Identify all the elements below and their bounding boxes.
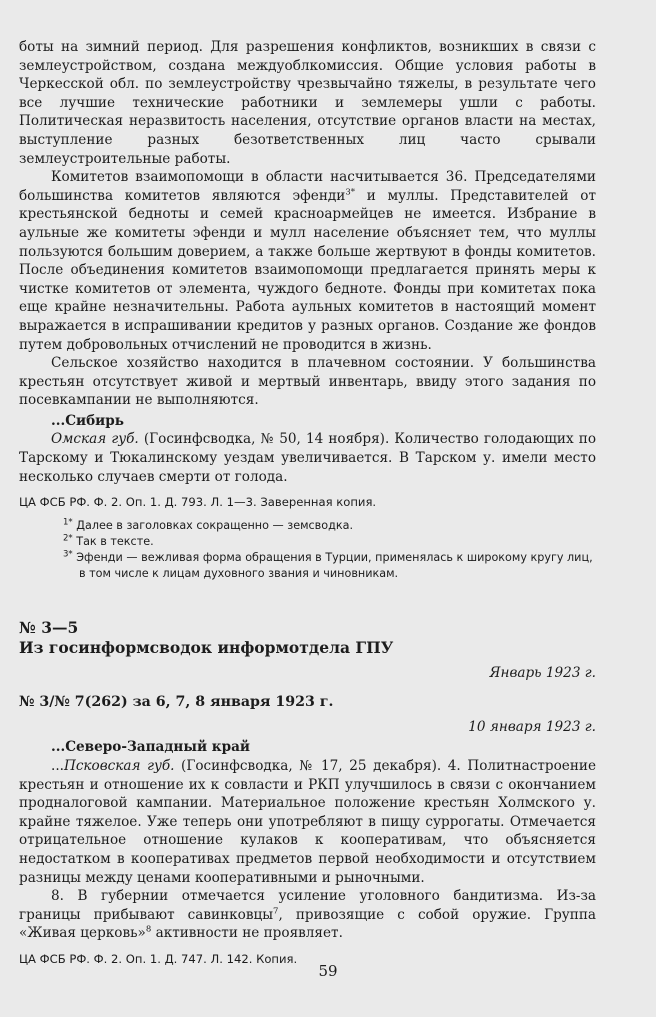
- paragraph-pskov: [19, 757, 596, 887]
- paragraph-agriculture: Сельское хозяйство находится в плачевном состоянии. У большинства крестьян отсутствует живой и мертвый инвентарь, ввиду этого задания по посевкампании не выполняются.: [19, 355, 596, 409]
- ellipsis: ...: [51, 758, 64, 775]
- paragraph-text: (Госинфсводка, № 17, 25 декабря). 4. Политнастроение крестьян и отношение их к совласти и РКП улучшилось в связи с окончанием продналоговой кампании. Материальное положение крестьян Холмского у. крайне тяжелое. Уже теперь они употребляют в пищу суррогаты. Отмечается отрицательное отношение кулаков к кооперативам, что объясняется недостатком в кооперативах предметов первой необходимости и отсутствием разницы между ценами кооперативными и рыночными.: [19, 758, 597, 886]
- section-heading-siberia: ...Сибирь: [51, 412, 124, 429]
- paragraph-text: , привозящие с собой оружие. Группа «Живая церковь»: [19, 906, 597, 942]
- footnote-ref: 7: [273, 906, 279, 917]
- archive-source: ЦА ФСБ РФ. Ф. 2. Оп. 1. Д. 793. Л. 1—3. Заверенная копия.: [19, 495, 377, 510]
- footnote-text: Так в тексте.: [76, 535, 154, 549]
- region-name: Псковская губ.: [63, 758, 175, 775]
- footnote-item: [63, 550, 596, 582]
- footnote-item: [63, 534, 596, 550]
- footnote-text: Далее в заголовках сокращенно — земсводка.: [76, 519, 354, 533]
- document-date: Январь 1923 г.: [489, 665, 596, 682]
- footnote-mark: 3*: [63, 549, 73, 560]
- footnote-ref: 8: [145, 924, 152, 935]
- archive-source: ЦА ФСБ РФ. Ф. 2. Оп. 1. Д. 747. Л. 142. Копия.: [19, 951, 298, 966]
- page-number: 59: [318, 962, 338, 980]
- footnote-item: [63, 518, 596, 534]
- subdocument-date: 10 января 1923 г.: [468, 718, 596, 735]
- paragraph-mutual-aid-committees: [19, 168, 596, 354]
- paragraph-text: 8. В губернии отмечается усиление уголовного бандитизма. Из-за границы прибывают савинковцы: [19, 888, 596, 923]
- paragraph-omsk: [19, 430, 596, 486]
- paragraph-text: активности не проявляет.: [151, 925, 343, 942]
- footnote-ref: 3*: [345, 187, 355, 198]
- section-heading-northwest: ...Северо-Западный край: [51, 739, 251, 756]
- footnote-text: Эфенди — вежливая форма обращения в Турции, применялась к широкому кругу лиц, в том числе к лицам духовного звания и чиновникам.: [76, 551, 593, 581]
- footnotes: [19, 518, 596, 582]
- footnote-mark: 1*: [63, 517, 73, 528]
- region-name: Омская губ.: [51, 431, 139, 448]
- document-number: № 3—5: [19, 618, 79, 638]
- paragraph-text: и муллы. Представителей от крестьянской бедноты и семей красноармейцев не имеется. Избрание в аульные же комитеты эфенди и мулл население объясняет тем, что муллы пользуются большим доверием, а также больше жертвуют в фонды комитетов. После объединения комитетов взаимопомощи предлагается принять меры к чистке комитетов от элемента, чуждого бедноте. Фонды при комитетах пока еще крайне незначительны. Работа аульных комитетов в настоящий момент выражается в испрашивании кредитов у разных органов. Создание же фондов путем добровольных отчислений не проводится в жизнь.: [19, 187, 596, 353]
- subdocument-title: № 3/№ 7(262) за 6, 7, 8 января 1923 г.: [19, 693, 334, 710]
- paragraph-text: Комитетов взаимопомощи в области насчитывается 36. Председателями большинства комитетов являются эфенди: [19, 169, 596, 204]
- paragraph-text: (Госинфсводка, № 50, 14 ноября). Количество голодающих по Тарскому и Тюкалинскому уездам увеличивается. В Тарском у. имели место несколько случаев смерти от голода.: [19, 431, 597, 485]
- paragraph-land-management: боты на зимний период. Для разрешения конфликтов, возникших в связи с землеустройством, создана междуоблкомиссия. Общие условия работы в Черкесской обл. по землеустройству чрезвычайно тяжелы, в результате чего все лучшие технические работники и землемеры ушли с работы. Политическая неразвитость населения, отсутствие органов власти на местах, выступление разных безответственных лиц часто срывали землеустроительные работы.: [19, 39, 596, 167]
- document-title: Из госинформсводок информотдела ГПУ: [19, 638, 394, 658]
- footnote-mark: 2*: [63, 533, 73, 544]
- paragraph-banditry: [19, 887, 596, 943]
